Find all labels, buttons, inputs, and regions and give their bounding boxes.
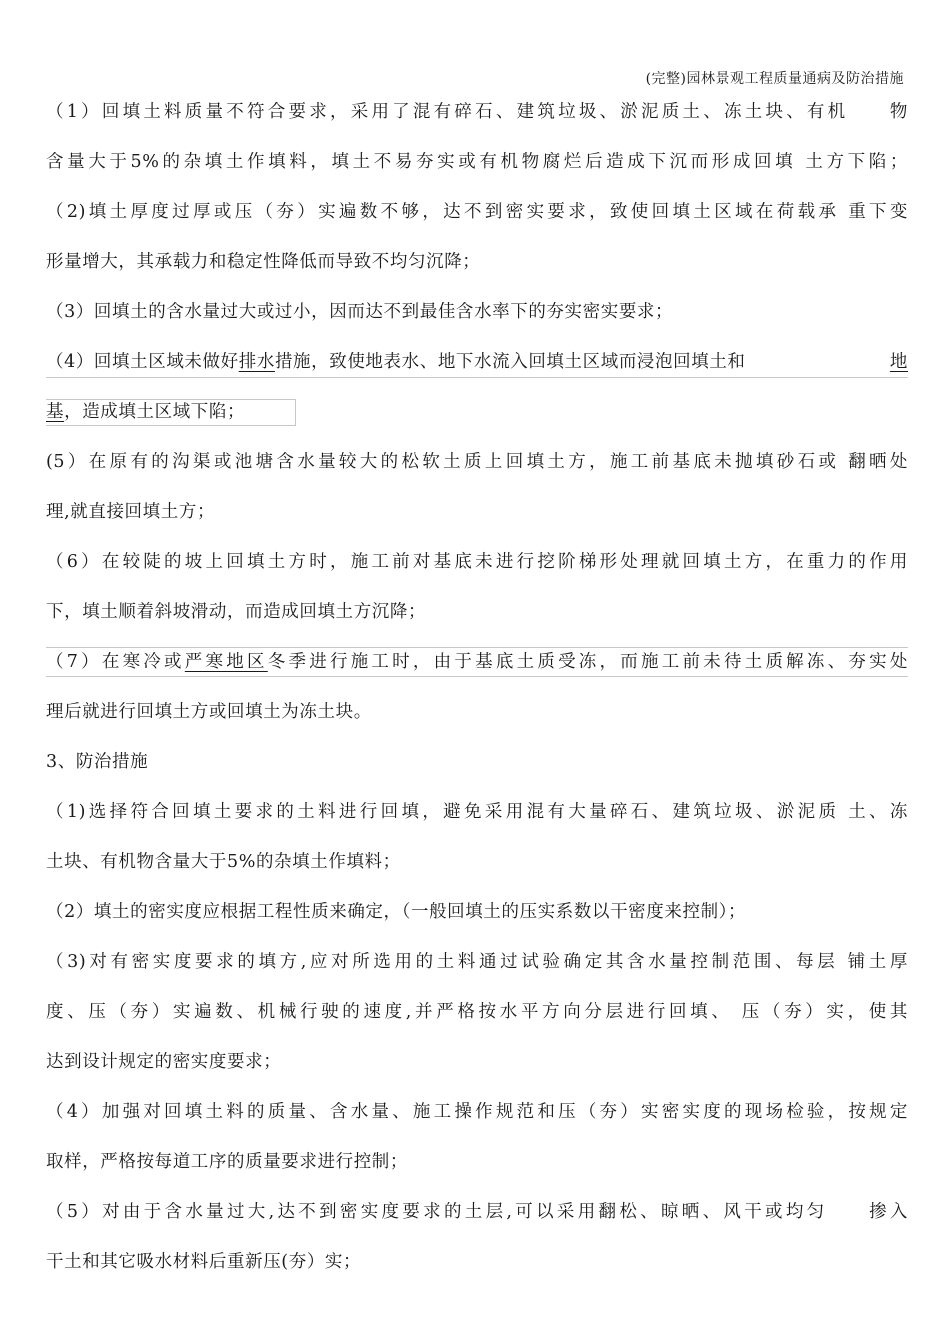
measure-4-line-1: （4）加强对回填土料的质量、含水量、施工操作规范和压（夯）实密实度的现场检验，按规定 [46,1102,908,1122]
paragraph-7-line-1 [46,650,908,674]
measure-3-line-3: 达到设计规定的密实度要求； [46,1052,282,1072]
paragraph-6-line-2: 下，填土顺着斜坡滑动，而造成回填土方沉降； [46,602,427,622]
paragraph-7-text-a: （7）在寒冷或 [46,652,185,672]
measure-2-line-1: （2）填土的密实度应根据工程性质来确定，（一般回填土的压实系数以干密度来控制）； [46,902,747,922]
paragraph-4-text-a: （4）回填土区域未做好 [46,352,239,372]
paragraph-7-text-c: 冬季进行施工时，由于基底土质受冻，而施工前未待土质解冻、夯实处 [267,652,908,672]
paragraph-7-line-2: 理后就进行回填土方或回填土为冻土块。 [46,702,372,722]
measure-3-line-1: （3)对有密实度要求的填方,应对所选用的土料通过试验确定其含水量控制范围、每层 铺土厚 [46,952,908,972]
revision-box-top [46,377,908,378]
paragraph-4-text-end: ，造成填土区域下陷； [64,402,246,422]
paragraph-5-line-2: 理,就直接回填土方； [46,502,216,522]
revision-box-top-3 [46,647,908,648]
revision-box-bottom [46,425,296,426]
measure-1-line-1: （1)选择符合回填土要求的土料进行回填，避免采用混有大量碎石、建筑垃圾、淤泥质 土、冻 [46,802,908,822]
paragraph-2-line-2: 形量增大，其承载力和稳定性降低而导致不均匀沉降； [46,252,481,272]
paragraph-4-underlined-start: 基 [46,402,65,422]
measure-5-line-1: （5）对由于含水量过大,达不到密实度要求的土层,可以采用翻松、晾晒、风干或均匀 掺入 [46,1202,908,1222]
revision-box-bottom-3 [46,676,908,677]
measure-4-line-2: 取样，严格按每道工序的质量要求进行控制； [46,1152,408,1172]
paragraph-4-text-c: 措施，致使地表水、地下水流入回填土区域而浸泡回填土和 [274,352,746,372]
measure-3-line-2: 度、压（夯）实遍数、机械行驶的速度,并严格按水平方向分层进行回填、 压（夯）实，使其 [46,1002,908,1022]
paragraph-4-line-1 [46,350,908,374]
paragraph-5-line-1: (5）在原有的沟渠或池塘含水量较大的松软土质上回填土方，施工前基底未抛填砂石或 翻晒处 [46,452,908,472]
paragraph-4-underlined-end: 地 [889,352,908,372]
paragraph-1-line-1: （1）回填土料质量不符合要求，采用了混有碎石、建筑垃圾、淤泥质土、冻土块、有机 物 [46,102,908,122]
paragraph-7-underlined-term: 严寒地区 [184,652,268,672]
measure-1-line-2: 土块、有机物含量大于5%的杂填土作填料； [46,852,401,872]
section-heading: 3、防治措施 [46,752,149,772]
paragraph-3-line-1: （3）回填土的含水量过大或过小，因而达不到最佳含水率下的夯实密实要求； [46,302,674,322]
measure-5-line-2: 干土和其它吸水材料后重新压(夯）实； [46,1252,362,1272]
paragraph-4-line-2 [46,400,908,424]
document-header: (完整)园林景观工程质量通病及防治措施 [645,71,904,87]
paragraph-1-line-2: 含量大于5%的杂填土作填料，填土不易夯实或有机物腐烂后造成下沉而形成回填 土方下陷； [46,152,908,172]
paragraph-2-line-1: （2)填土厚度过厚或压（夯）实遍数不够，达不到密实要求，致使回填土区域在荷载承 重下变 [46,202,908,222]
paragraph-4-underlined-term: 排水 [238,352,275,372]
paragraph-6-line-1: （6）在较陡的坡上回填土方时，施工前对基底未进行挖阶梯形处理就回填土方，在重力的作用 [46,552,908,572]
